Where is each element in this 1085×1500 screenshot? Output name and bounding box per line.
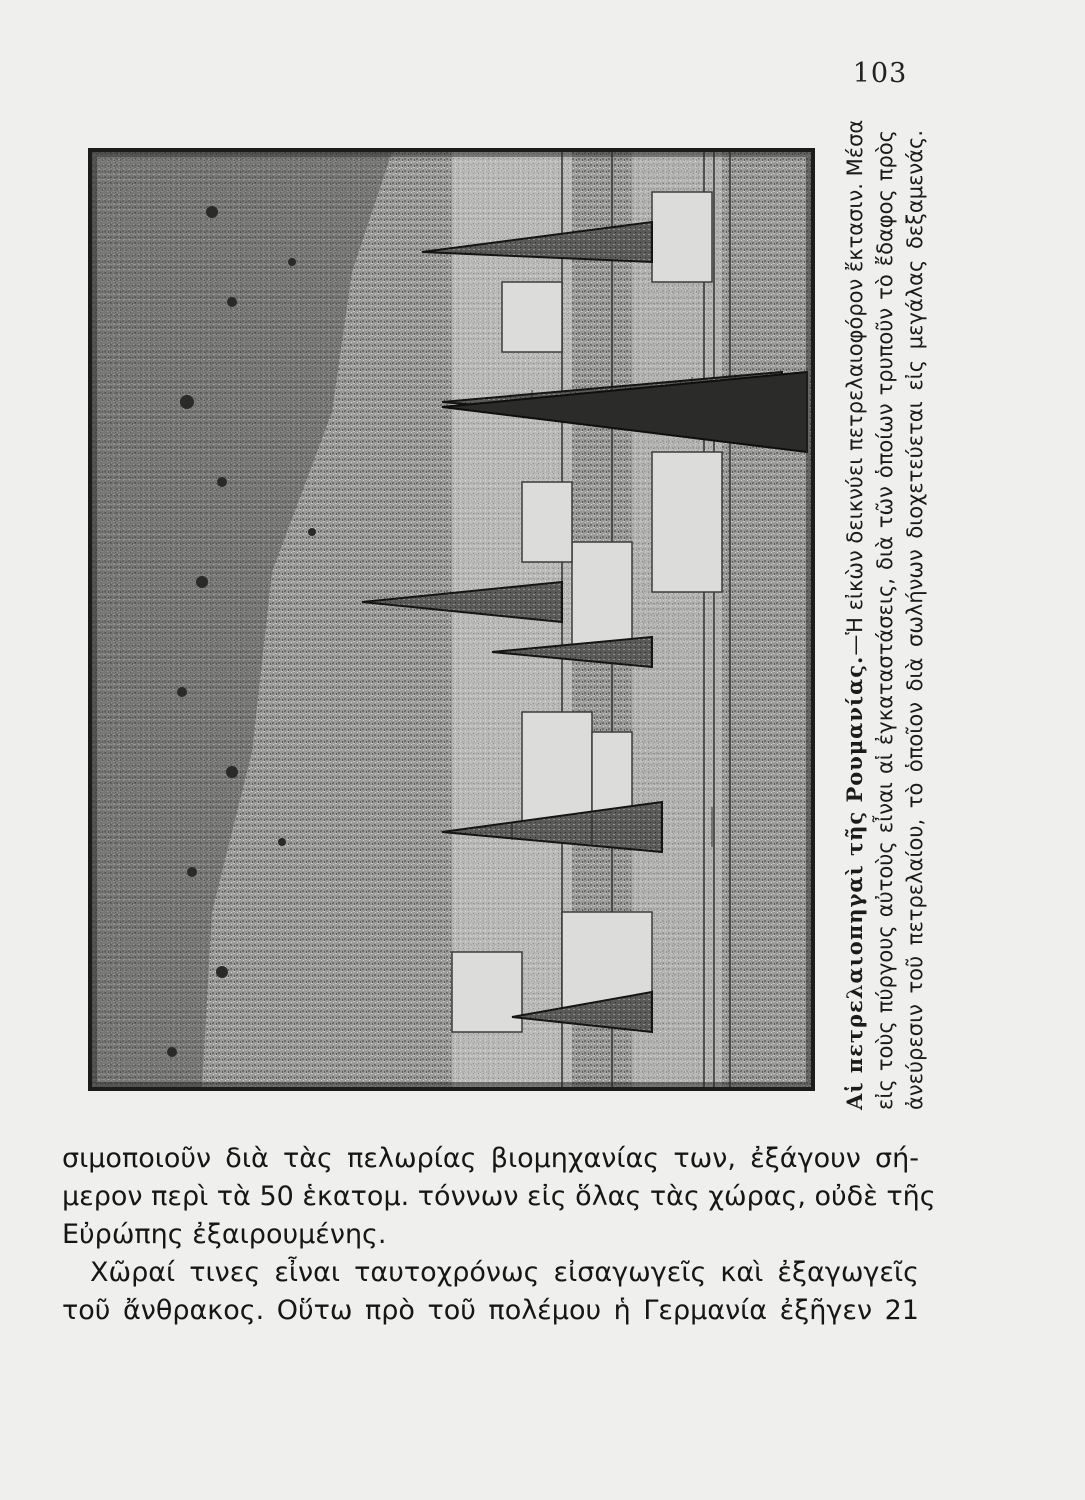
body-line: σιμοποιοῦν διὰ τὰς πελωρίας βιομηχανίας των, ἐξάγουν σή- [62,1143,919,1174]
body-line: μερον περὶ τὰ 50 ἑκατομ. τόννων εἰς ὅλας τὰς χώρας, οὐδὲ τῆς [62,1181,936,1212]
caption-line-2: εἰς τοὺς πύργους αὐτοὺς εἶναι αἱ ἐγκαταστάσεις, διὰ τῶν ὁποίων τρυποῦν τὸ ἔδαφος πρὸς [873,130,897,1110]
caption-line-1 [840,119,870,1110]
oil-derricks-illustration [92,152,811,1087]
caption-line-3: ἀνεύρεσιν τοῦ πετρελαίου, τὸ ὁποῖον διὰ σωλήνων διοχετεύεται εἰς μεγάλας δεξαμενάς. [903,130,927,1110]
oil-fields-photograph [88,148,815,1091]
body-line: Χῶραί τινες εἶναι ταυτοχρόνως εἰσαγωγεῖς καὶ ἐξαγωγεῖς [90,1257,919,1288]
page-number: 103 [852,58,908,89]
body-line: Εὐρώπης ἐξαιρουμένης. [62,1219,387,1250]
caption-title: Αἱ πετρελαιοπηγαὶ τῆς Ρουμανίας. [842,655,867,1110]
body-text [62,1140,936,1330]
caption-line-1-text: —Ἡ εἰκὼν δεικνύει πετρελαιοφόρον ἔκτασιν. Μέσα [843,119,867,656]
body-line: τοῦ ἄνθρακος. Οὕτω πρὸ τοῦ πολέμου ἡ Γερμανία ἐξῆγεν 21 [62,1295,919,1326]
figure-caption [840,119,930,1110]
